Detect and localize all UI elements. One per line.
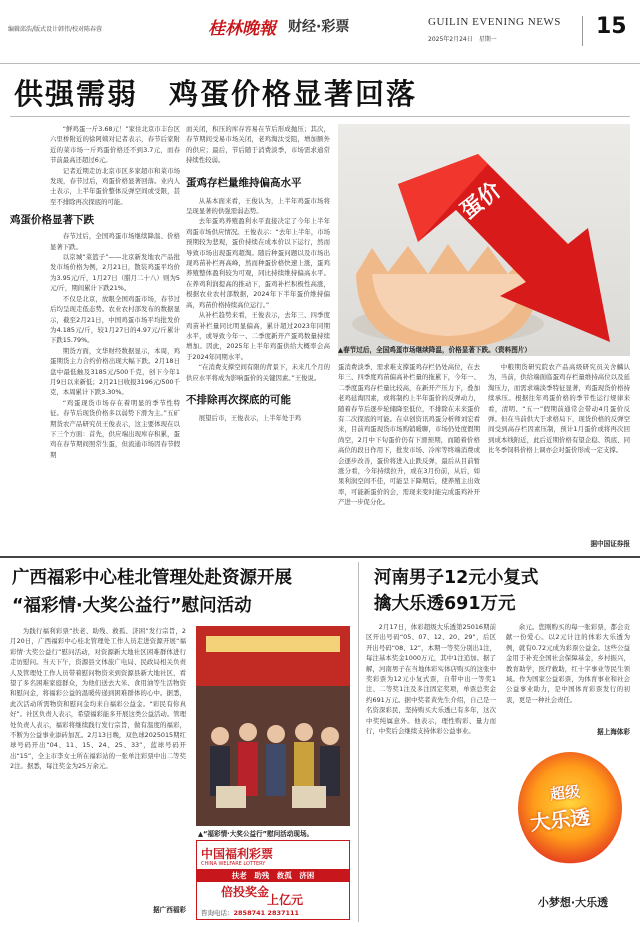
ad-jackpot-line1: 倍投奖金 <box>221 885 270 899</box>
welfare-photo-caption: ▲“福彩情·大奖公益行”慰问活动现场。 <box>198 830 314 838</box>
lottery-article <box>366 622 496 918</box>
logo-tagline: 小梦想·大乐透 <box>537 896 609 909</box>
ad-brand-en: CHINA WELFARE LOTTERY <box>201 861 266 867</box>
super-lotto-logo <box>512 744 630 914</box>
article-column-4 <box>488 362 630 534</box>
welfare-activity-photo <box>196 626 350 826</box>
welfare-headline-line1: 广西福彩中心桂北管理处赴资源开展 <box>12 568 292 588</box>
article-paragraph: 以京城“菜篮子”——北京新发地农产品批发市场价格为例，2月21日，散装鸡蛋平均价为3.95元/斤，1月27日（腊月二十八）则为5元/斤，期间累计下跌21%。 <box>50 253 180 293</box>
article-credit: 据中国证券报 <box>590 540 630 548</box>
article-paragraph: 展望后市，王俊表示，上半年处于鸡 <box>198 413 302 422</box>
ad-hotline-label: 咨询电话： <box>201 909 234 917</box>
logo-text-1: 超级 <box>549 782 581 804</box>
article-column-3 <box>338 362 480 534</box>
section-title: 财经·彩票 <box>288 19 350 35</box>
article-paragraph: 中粮期货研究院农产品高级研究员关舍麟认为，当前，供给端面临蛋鸡存栏量维持高位以及延淘压力，而需求端淡季特征显著，鸡蛋现货价格持续承压。根据往年鸡蛋价格的季节性运行规律来看，清明、“五一”假期前通常会带动4月蛋价反弹。但在当前供大于求格局下，现货价格的反弹空间受到高存栏因素压制，预计1月蛋价或将再次回到成本线附近，此后近期价格有望企稳、筑底、同比冬季饲料价格上调亦会对蛋价形成一定支撑。 <box>488 363 630 455</box>
ad-slogan: 扶老 助残 救孤 济困 <box>197 869 349 882</box>
paper-name-english: GUILIN EVENING NEWS <box>428 16 561 28</box>
issue-date: 2025年2月24日 星期一 <box>428 36 497 43</box>
welfare-article <box>10 626 186 916</box>
article-paragraph: 蛋消费淡季，需求难支撑蛋鸡存栏仍处高位，在去年三、四季度鸡苗偏高补栏量的拖累下，今年一、二季度蛋鸡存栏量比较高，在新开产压力下，叠加老鸡延淘因素，或将制约上半年蛋价的反弹动力，随着春节后逐步轮储降至低位，不排除在未来蛋价有二次探底的可能。在卓创资讯鸡蛋分析师刘宏看来，目前鸡蛋现货市场购销暖聊，市场仍处度假期尚空，2月中下旬蛋价仍有下滑预期，而随着价格高位的段日作用下，批发市场、冷库等终端消费或会逐步改善，蛋价将进入止跌反弹，最后从目前暂涨分看，今年持续拉升，或在3月份前，从后，如果利润空间不佳，可能呈下降期后，使养殖主出效率，可能新蛋价的会，需现来变时能完成蛋鸡补开产进一步促分化。 <box>338 363 480 507</box>
welfare-headline-line2: “福彩情·大奖公益行”慰问活动 <box>12 596 252 616</box>
photo-caption: ▲春节过后，全国鸡蛋市场继续降温，价格显著下跌。（资料图片） <box>338 346 531 354</box>
subheading: 鸡蛋价格显著下跌 <box>10 214 94 227</box>
article-paragraph: “在消费支撑空间有限的背景下，未来几个月的供应水平将成为影响蛋价的关键因素。”王俊说。 <box>186 363 330 382</box>
article-paragraph: 去年蛋鸡养殖盈利水平直接决定了今年上半年鸡蛋市场供应情况。王俊表示：“去年上半年，市场预期较为悲观，蛋价持续在成本价以下运行，然而导致市场出现蛋鸡超淘。随后种蛋问题以及市场出现鸡苗补栏再高峰，然而种蛋价格快速上涨，蛋鸡养殖整体盈利较为可观，同比持续维持偏高水平。在养鸡利润提高的推动下，蛋鸡补栏积极性高涨，根据农业农村部数据，2024年下半年蛋价维持偏高，鸡苗价格持续高位运行。” <box>186 217 330 309</box>
welfare-lottery-ad <box>196 840 350 920</box>
egg-price-photo <box>338 124 630 356</box>
ad-hotline: 2858741 2837111 <box>233 909 300 917</box>
article-column-2 <box>186 124 330 549</box>
welfare-credit: 据广西福彩 <box>153 906 186 914</box>
article-paragraph: 不仅是北京，放眼全国鸡蛋市场，春节过后均呈现走低态势。农业农村部发布的数据显示，截至2月21日，中国鸡蛋市场平均批发价为4.185元/斤，较1月27日的4.97元/斤累计下跌15.79%。 <box>50 294 180 345</box>
egg-price-illustration <box>338 124 630 356</box>
article-column-1 <box>10 124 180 549</box>
article-intro: “鲜鸡蛋一斤3.68元！”家住北京市丰台区六里桥附近的徐阿姨对记者表示，春节后家附近的菜市场一斤鸡蛋价格还不到3.7元，而春节前最高还超过6元。 <box>50 125 180 165</box>
lottery-article-right <box>506 622 630 722</box>
subheading: 不排除再次探底的可能 <box>186 393 291 406</box>
ad-brand: 中国福利彩票 <box>201 847 274 861</box>
column-divider <box>358 562 359 922</box>
article-paragraph: 2月17日，体彩超级大乐透第25016期前区开出号码“05、07、12、20、29”，后区开出号码“08、12”，本期一等奖分别出1注，每注基本奖金1000万元，其中1注追加。据了解，河南男子在当地体彩实体店购买的这张中奖彩票为12元小复式票，自带中出一等奖1注、二等奖1注及多注固定奖项，单票总奖金约691万元。据中奖者黄先生介绍，自己是一名资深彩民，坚持购买大乐透已有多年，这次中奖纯属意外。他表示，理性购彩、量力而行，中奖后会继续支持体彩公益事业。 <box>366 623 496 736</box>
article-paragraph: 记者近期走访北京市区多家超市和菜市场发现，春节过后，鸡蛋价格显著回落。业内人士表示，上半年蛋价整体反弹空间或受限，甚至不排除再次探底的可能。 <box>50 166 180 206</box>
article-paragraph: 从基本面来看，王俊认为，上半年鸡蛋市场将呈现显著的供强需弱态势。 <box>186 196 330 216</box>
lottery-headline-line1: 河南男子12元小复式 <box>374 568 539 588</box>
photo-label: 蛋价 <box>456 177 507 225</box>
main-headline: 供强需弱 鸡蛋价格显著回落 <box>14 77 418 111</box>
ad-jackpot-line2: 上亿元 <box>267 893 304 907</box>
lottery-headline-line2: 擒大乐透691万元 <box>374 594 516 614</box>
article-paragraph: 而关闭，积压的库存容易在节后形成抛压；其次，春节期间受易市场关闭，老鸡淘汰受阻，增加额外的供应；最后，节后随于消费淡季，市场需求通常持续性较弱。 <box>186 125 330 165</box>
masthead-divider <box>582 16 583 46</box>
article-paragraph: 余元。您刚购买的每一张彩票，都会贡献一份爱心。以2元计注的体彩大乐透为例，就有0.72元成为彩票公益金。这些公益金用于补充全国社会保障基金，乡村振兴，教育助学，医疗救助，红十字事业等民生领域。作为国家公益彩票，为体育事业和社会公益事业助力，是中国体育彩票发行的初衷，更是一种社会责任。 <box>506 623 630 704</box>
article-paragraph: 春节过后，全国鸡蛋市场继续降温、价格显著下跌。 <box>50 232 180 251</box>
page-number: 15 <box>596 14 627 39</box>
section-divider <box>0 556 640 558</box>
subheading: 蛋鸡存栏量维持偏高水平 <box>186 176 302 189</box>
logo-text-2: 大乐透 <box>529 804 592 836</box>
editors-credit: 编辑邱浩/版式设计韩伟/校对陈春蓉 <box>8 26 103 33</box>
welfare-activity-illustration <box>196 626 350 826</box>
newspaper-logo: 桂林晚報 <box>208 19 276 39</box>
article-paragraph: 期货方面，文华财经数据显示，本周，鸡蛋期货主力合约价格出现大幅下跌。2月18日盘中最低触及3185元/500千克，创下今年1月9日以来新低；2月21日收报3196元/500千克，本周累计下跌3.30%。 <box>50 346 180 397</box>
article-paragraph: 为践行福利彩票“扶老、助残、救孤、济困”发行宗旨，2月20日，广西福彩中心桂北管理处工作人员走进资源开展“福彩情·大奖公益行”慰问活动，对资源新大地社区困难群体进行走访慰问。当天下午，资源县文体旅广电局、民政局相关负责人及管理处工作人员带着慰问物资来到资源县新大地社区，看望了多名困难家庭群众，为他们送去大米、食用油等生活物资和慰问金，将福彩公益的温暖传递到困难群体的心中。据悉，此次活动所需物资和慰问金均来自福彩公益金。“彩民有你真好”。社区负责人表示，希望福彩能多开展这类公益活动。管理处负责人表示，福彩将继续践行发行宗旨，做有温度的福彩，不断为公益事业添砖加瓦。2月13日晚，双色球2025015期红球号码开出“04、11、15、24、25、33”，蓝球号码开出“15”，全主市李女士所在福彩站的一张单注彩票中出二等奖2注。据悉，每注奖金为25万余元。 <box>10 627 186 771</box>
headline-rule <box>10 116 630 117</box>
article-paragraph: “鸡蛋现货市场存在着明显的季节性特征。春节后现货价格多以弱势下滑为主。”五矿期货农产品研究员王俊表示，这主要体现在以下三个方面：首先，供应端出现库存积累，蛋鸡在春节期间照常生蛋，但流通市场因春节假期 <box>50 398 180 459</box>
article-paragraph: 从补栏趋势来看，王俊表示，去年三、四季度鸡苗补栏量同比明显偏高，累计超过2023年同期水平，或导致今年一、二季度新开产蛋鸡数量持续增加。因此，2025年上半年鸡蛋供给大概率会高于2024年同期水平。 <box>186 311 330 361</box>
lottery-credit: 据上海体彩 <box>597 728 630 736</box>
